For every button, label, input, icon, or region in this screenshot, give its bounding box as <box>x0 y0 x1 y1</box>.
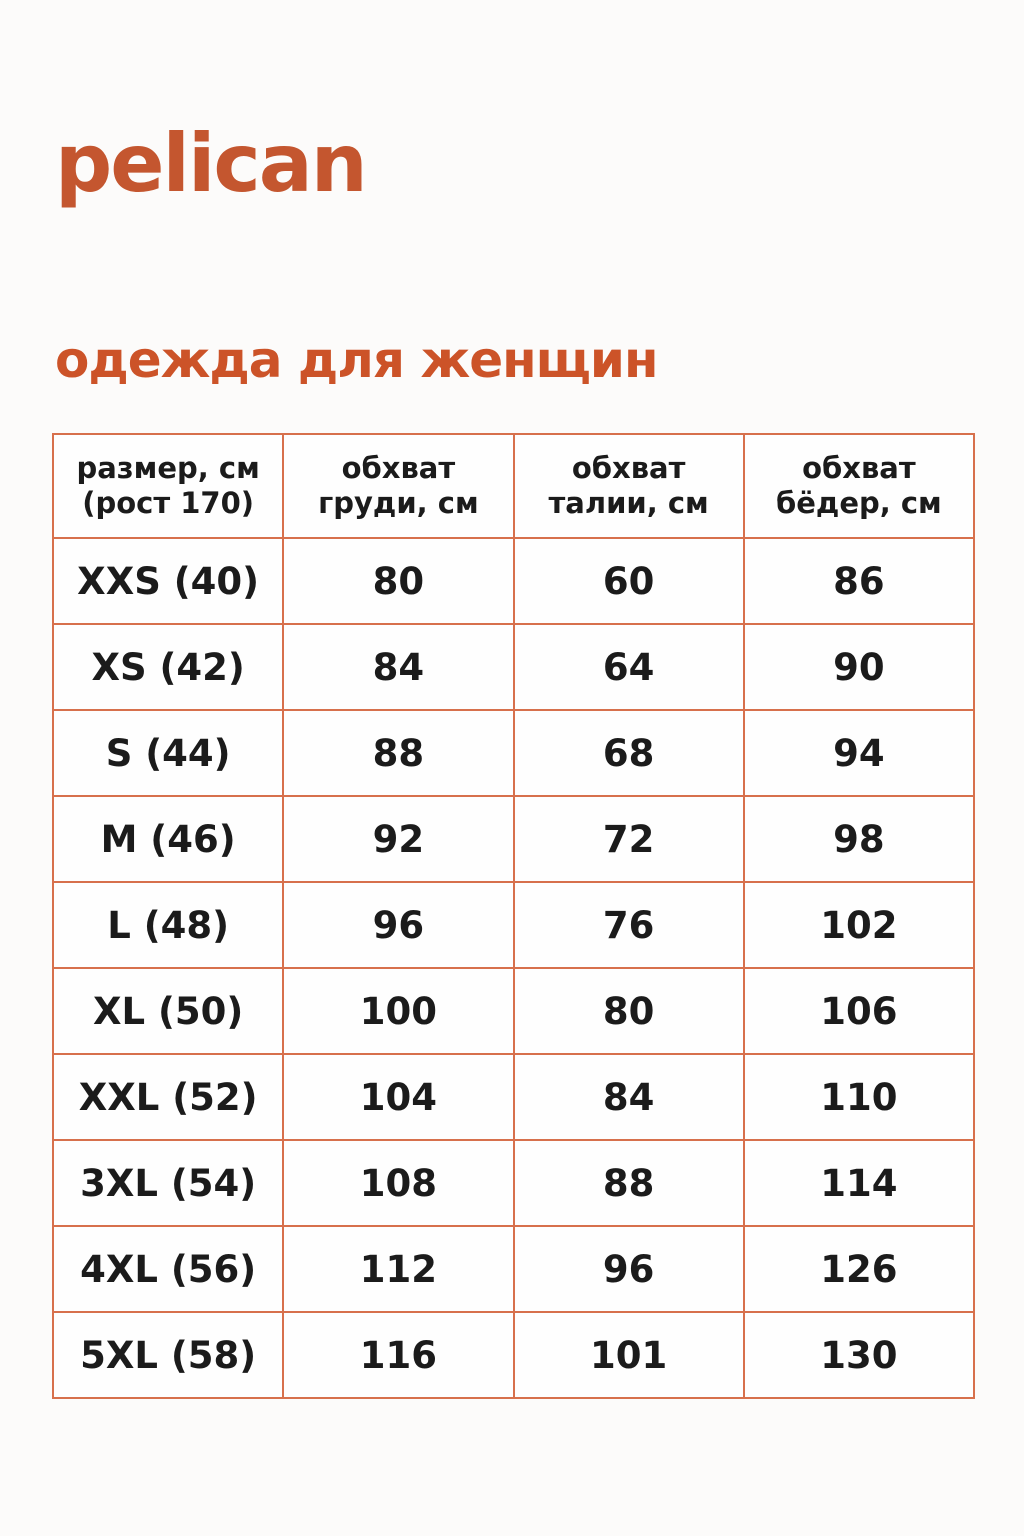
header-hips-column <box>744 434 974 538</box>
table-row <box>53 882 974 968</box>
size-cell: XS (42) <box>53 624 283 710</box>
size-cell: 4XL (56) <box>53 1226 283 1312</box>
size-cell: 5XL (58) <box>53 1312 283 1398</box>
pelican-logo: pelican <box>55 117 366 210</box>
header-line: груди, см <box>318 486 479 520</box>
size-cell: 3XL (54) <box>53 1140 283 1226</box>
waist-cell: 96 <box>514 1226 744 1312</box>
hips-cell: 90 <box>744 624 974 710</box>
size-cell: S (44) <box>53 710 283 796</box>
hips-cell: 110 <box>744 1054 974 1140</box>
table-header-row <box>53 434 974 538</box>
hips-cell: 106 <box>744 968 974 1054</box>
size-cell: XXS (40) <box>53 538 283 624</box>
table-row <box>53 968 974 1054</box>
table-row <box>53 538 974 624</box>
size-cell: L (48) <box>53 882 283 968</box>
header-line: обхват <box>571 450 686 485</box>
waist-cell: 68 <box>514 710 744 796</box>
chest-cell: 92 <box>283 796 513 882</box>
header-line: обхват <box>802 450 916 485</box>
hips-cell: 114 <box>744 1140 974 1226</box>
table-row <box>53 1226 974 1312</box>
waist-cell: 60 <box>514 538 744 624</box>
size-table <box>52 433 975 1399</box>
table-row <box>53 796 974 882</box>
waist-cell: 101 <box>514 1312 744 1398</box>
hips-cell: 86 <box>744 538 974 624</box>
header-line: талии, см <box>548 486 709 520</box>
waist-cell: 76 <box>514 882 744 968</box>
chest-cell: 88 <box>283 710 513 796</box>
chest-cell: 104 <box>283 1054 513 1140</box>
header-line: обхват <box>341 450 456 485</box>
hips-cell: 126 <box>744 1226 974 1312</box>
hips-cell: 98 <box>744 796 974 882</box>
header-line: (рост 170) <box>82 486 255 520</box>
hips-cell: 102 <box>744 882 974 968</box>
chest-cell: 108 <box>283 1140 513 1226</box>
chest-cell: 96 <box>283 882 513 968</box>
table-row <box>53 1312 974 1398</box>
chest-cell: 100 <box>283 968 513 1054</box>
chest-cell: 84 <box>283 624 513 710</box>
waist-cell: 80 <box>514 968 744 1054</box>
table-row <box>53 624 974 710</box>
waist-cell: 64 <box>514 624 744 710</box>
header-waist-column <box>514 434 744 538</box>
size-cell: M (46) <box>53 796 283 882</box>
header-size-column <box>53 434 283 538</box>
header-line: бёдер, см <box>775 486 942 520</box>
size-cell: XXL (52) <box>53 1054 283 1140</box>
chest-cell: 116 <box>283 1312 513 1398</box>
header-chest-column <box>283 434 513 538</box>
page-title: одежда для женщин <box>55 331 658 389</box>
table-row <box>53 710 974 796</box>
hips-cell: 130 <box>744 1312 974 1398</box>
table-row <box>53 1140 974 1226</box>
header-line: размер, см <box>76 450 260 485</box>
size-cell: XL (50) <box>53 968 283 1054</box>
chest-cell: 112 <box>283 1226 513 1312</box>
hips-cell: 94 <box>744 710 974 796</box>
table-row <box>53 1054 974 1140</box>
waist-cell: 84 <box>514 1054 744 1140</box>
chest-cell: 80 <box>283 538 513 624</box>
waist-cell: 88 <box>514 1140 744 1226</box>
waist-cell: 72 <box>514 796 744 882</box>
